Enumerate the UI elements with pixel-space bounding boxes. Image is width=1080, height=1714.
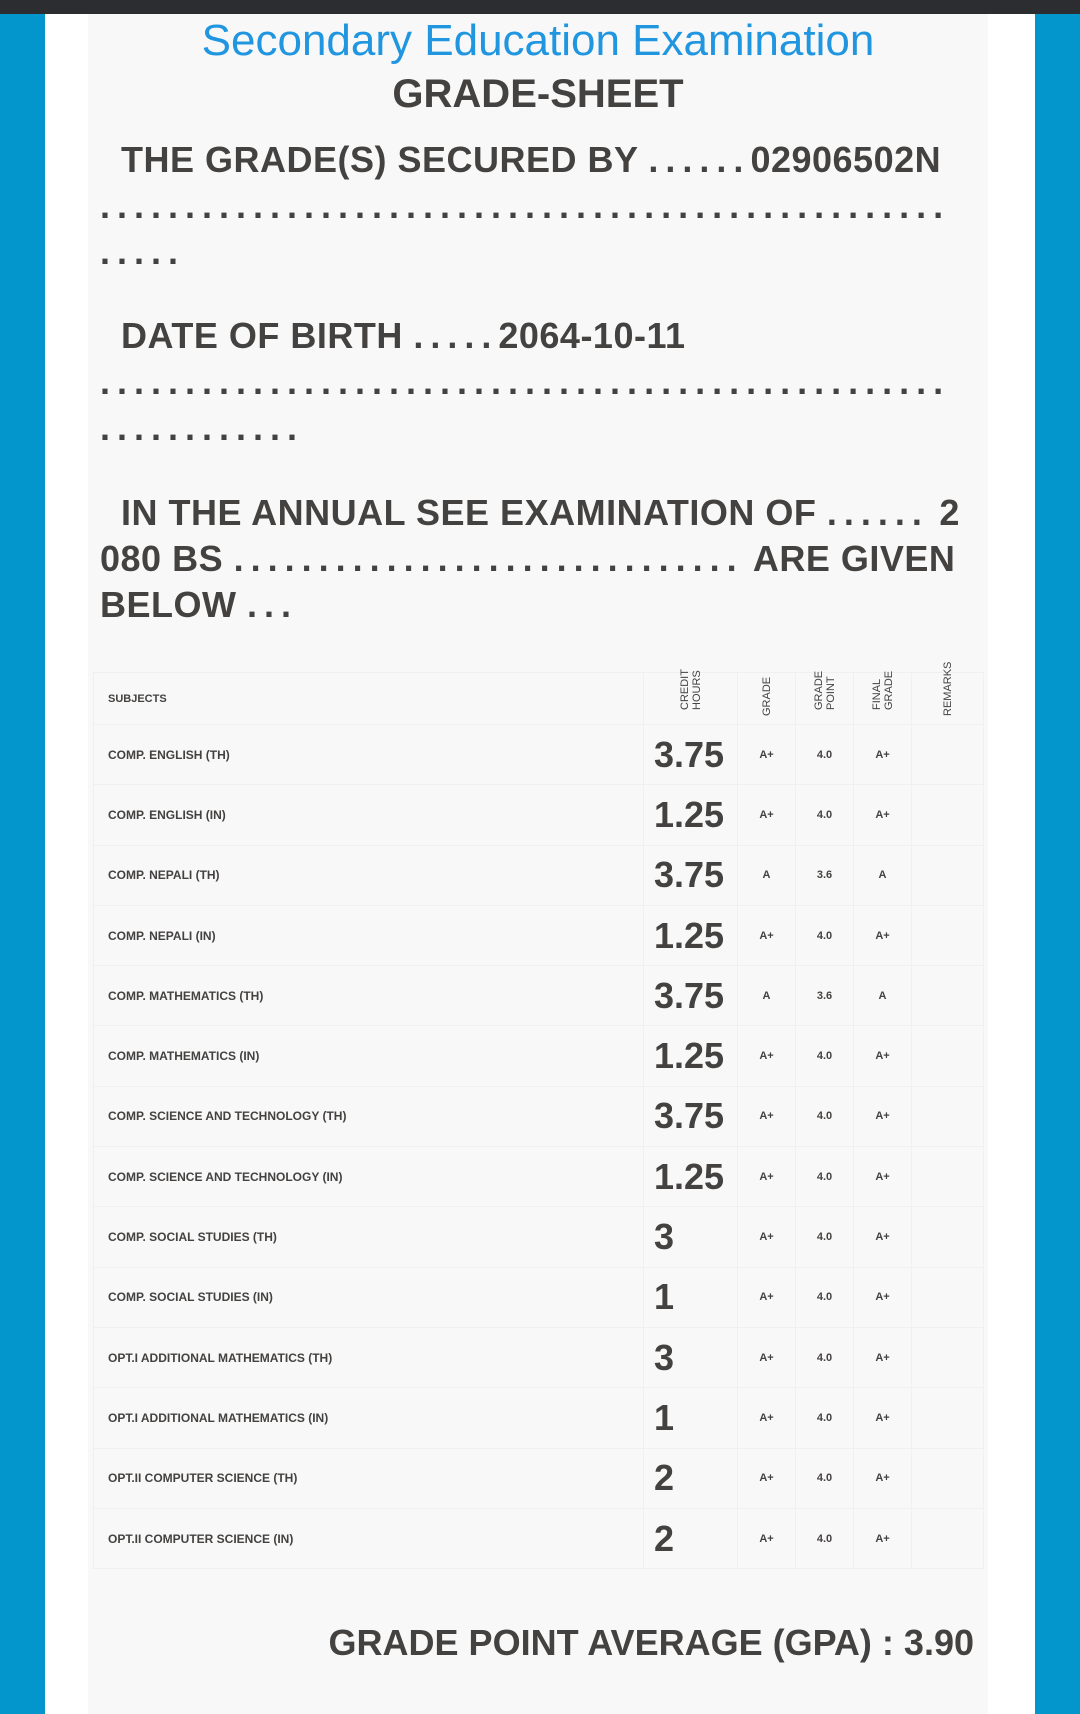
grade-cell: A+ bbox=[738, 905, 796, 965]
exam-label: IN THE ANNUAL SEE EXAMINATION OF bbox=[121, 492, 817, 533]
grade-cell: A+ bbox=[738, 1267, 796, 1327]
remarks-cell bbox=[912, 1147, 984, 1207]
subject-cell: OPT.I ADDITIONAL MATHEMATICS (IN) bbox=[94, 1388, 644, 1448]
grade-cell: A+ bbox=[738, 1508, 796, 1568]
credit-hours-cell: 3.75 bbox=[644, 966, 738, 1026]
remarks-cell bbox=[912, 966, 984, 1026]
subject-cell: COMP. SCIENCE AND TECHNOLOGY (IN) bbox=[94, 1147, 644, 1207]
final-grade-cell: A bbox=[854, 966, 912, 1026]
final-grade-cell: A+ bbox=[854, 1448, 912, 1508]
subject-cell: COMP. SOCIAL STUDIES (IN) bbox=[94, 1267, 644, 1327]
table-row bbox=[94, 1267, 984, 1327]
remarks-cell bbox=[912, 1448, 984, 1508]
final-grade-cell: A+ bbox=[854, 1508, 912, 1568]
credit-hours-cell: 3.75 bbox=[644, 845, 738, 905]
table-row bbox=[94, 845, 984, 905]
credit-hours-cell: 3.75 bbox=[644, 725, 738, 785]
grade-point-cell: 4.0 bbox=[796, 1327, 854, 1387]
credit-hours-cell: 3 bbox=[644, 1207, 738, 1267]
table-row bbox=[94, 1207, 984, 1267]
subject-cell: COMP. NEPALI (TH) bbox=[94, 845, 644, 905]
grades-table bbox=[93, 661, 984, 1569]
subject-cell: OPT.I ADDITIONAL MATHEMATICS (TH) bbox=[94, 1327, 644, 1387]
header-remarks: REMARKS bbox=[912, 673, 984, 725]
subject-cell: COMP. MATHEMATICS (TH) bbox=[94, 966, 644, 1026]
exam-line: IN THE ANNUAL SEE EXAMINATION OF ...... 2080 BS .............................. ARE GIVEN BELOW ... bbox=[100, 492, 960, 625]
final-grade-cell: A bbox=[854, 845, 912, 905]
gpa-line bbox=[329, 1622, 974, 1664]
grade-cell: A+ bbox=[738, 1448, 796, 1508]
table-row bbox=[94, 1026, 984, 1086]
credit-hours-cell: 1.25 bbox=[644, 905, 738, 965]
table-row bbox=[94, 785, 984, 845]
header-grade-point: GRADE POINT bbox=[796, 673, 854, 725]
grade-point-cell: 4.0 bbox=[796, 725, 854, 785]
credit-hours-cell: 2 bbox=[644, 1508, 738, 1568]
final-grade-cell: A+ bbox=[854, 1147, 912, 1207]
grade-cell: A+ bbox=[738, 1026, 796, 1086]
final-grade-cell: A+ bbox=[854, 1207, 912, 1267]
grade-point-cell: 4.0 bbox=[796, 1508, 854, 1568]
remarks-cell bbox=[912, 725, 984, 785]
given-label: ARE GIVEN BELOW bbox=[100, 538, 956, 625]
table-row bbox=[94, 966, 984, 1026]
grade-point-cell: 4.0 bbox=[796, 1147, 854, 1207]
dob-label: DATE OF BIRTH bbox=[121, 315, 403, 356]
grade-point-cell: 4.0 bbox=[796, 785, 854, 845]
grade-cell: A bbox=[738, 845, 796, 905]
sheet-title: GRADE-SHEET bbox=[392, 72, 684, 116]
subject-cell: OPT.II COMPUTER SCIENCE (TH) bbox=[94, 1448, 644, 1508]
table-row bbox=[94, 725, 984, 785]
grade-cell: A bbox=[738, 966, 796, 1026]
final-grade-cell: A+ bbox=[854, 725, 912, 785]
table-row bbox=[94, 1147, 984, 1207]
credit-hours-cell: 1.25 bbox=[644, 785, 738, 845]
exam-title: Secondary Education Examination bbox=[201, 16, 875, 65]
remarks-cell bbox=[912, 905, 984, 965]
table-row bbox=[94, 905, 984, 965]
grade-cell: A+ bbox=[738, 1086, 796, 1146]
remarks-cell bbox=[912, 845, 984, 905]
table-row bbox=[94, 1508, 984, 1568]
secured-label: THE GRADE(S) SECURED BY bbox=[121, 139, 638, 180]
final-grade-cell: A+ bbox=[854, 1327, 912, 1387]
header-final-grade: FINAL GRADE bbox=[854, 673, 912, 725]
dob-line: DATE OF BIRTH .....2064-10-11 .............................................................. bbox=[100, 315, 951, 448]
remarks-cell bbox=[912, 1267, 984, 1327]
remarks-cell bbox=[912, 1327, 984, 1387]
header-subjects: SUBJECTS bbox=[94, 673, 644, 725]
grade-point-cell: 3.6 bbox=[796, 966, 854, 1026]
grade-point-cell: 4.0 bbox=[796, 905, 854, 965]
grade-cell: A+ bbox=[738, 1207, 796, 1267]
final-grade-cell: A+ bbox=[854, 1267, 912, 1327]
table-row bbox=[94, 1327, 984, 1387]
remarks-cell bbox=[912, 1026, 984, 1086]
grade-cell: A+ bbox=[738, 725, 796, 785]
grade-point-cell: 4.0 bbox=[796, 1086, 854, 1146]
grade-cell: A+ bbox=[738, 1388, 796, 1448]
credit-hours-cell: 3 bbox=[644, 1327, 738, 1387]
credit-hours-cell: 1 bbox=[644, 1267, 738, 1327]
final-grade-cell: A+ bbox=[854, 1388, 912, 1448]
subject-cell: COMP. MATHEMATICS (IN) bbox=[94, 1026, 644, 1086]
header-credit-hours: CREDIT HOURS bbox=[644, 673, 738, 725]
subject-cell: COMP. ENGLISH (IN) bbox=[94, 785, 644, 845]
grade-point-cell: 4.0 bbox=[796, 1388, 854, 1448]
grade-cell: A+ bbox=[738, 1327, 796, 1387]
remarks-cell bbox=[912, 1207, 984, 1267]
table-row bbox=[94, 1388, 984, 1448]
credit-hours-cell: 3.75 bbox=[644, 1086, 738, 1146]
subject-cell: COMP. NEPALI (IN) bbox=[94, 905, 644, 965]
gpa-value: 3.90 bbox=[903, 1622, 974, 1663]
grade-cell: A+ bbox=[738, 785, 796, 845]
credit-hours-cell: 2 bbox=[644, 1448, 738, 1508]
grade-point-cell: 4.0 bbox=[796, 1267, 854, 1327]
grade-sheet-card bbox=[88, 0, 988, 1714]
final-grade-cell: A+ bbox=[854, 1026, 912, 1086]
final-grade-cell: A+ bbox=[854, 785, 912, 845]
remarks-cell bbox=[912, 1086, 984, 1146]
grade-point-cell: 4.0 bbox=[796, 1448, 854, 1508]
student-id: 02906502N bbox=[750, 139, 942, 180]
remarks-cell bbox=[912, 785, 984, 845]
page bbox=[45, 0, 1035, 1714]
grade-point-cell: 4.0 bbox=[796, 1207, 854, 1267]
final-grade-cell: A+ bbox=[854, 1086, 912, 1146]
remarks-cell bbox=[912, 1388, 984, 1448]
secured-by-line: THE GRADE(S) SECURED BY ......02906502N ....................................................... bbox=[100, 139, 951, 272]
grade-cell: A+ bbox=[738, 1147, 796, 1207]
credit-hours-cell: 1.25 bbox=[644, 1026, 738, 1086]
credit-hours-cell: 1.25 bbox=[644, 1147, 738, 1207]
grade-point-cell: 4.0 bbox=[796, 1026, 854, 1086]
exam-year: 2080 BS bbox=[100, 492, 960, 579]
final-grade-cell: A+ bbox=[854, 905, 912, 965]
remarks-cell bbox=[912, 1508, 984, 1568]
subject-cell: COMP. SOCIAL STUDIES (TH) bbox=[94, 1207, 644, 1267]
subject-cell: COMP. ENGLISH (TH) bbox=[94, 725, 644, 785]
dob-value: 2064-10-11 bbox=[498, 315, 686, 356]
credit-hours-cell: 1 bbox=[644, 1388, 738, 1448]
subject-cell: COMP. SCIENCE AND TECHNOLOGY (TH) bbox=[94, 1086, 644, 1146]
table-row bbox=[94, 1086, 984, 1146]
gpa-label: GRADE POINT AVERAGE (GPA) : bbox=[328, 1622, 894, 1663]
header-grade: GRADE bbox=[738, 673, 796, 725]
table-row bbox=[94, 1448, 984, 1508]
subject-cell: OPT.II COMPUTER SCIENCE (IN) bbox=[94, 1508, 644, 1568]
grade-point-cell: 3.6 bbox=[796, 845, 854, 905]
browser-top-bar bbox=[0, 0, 1080, 14]
